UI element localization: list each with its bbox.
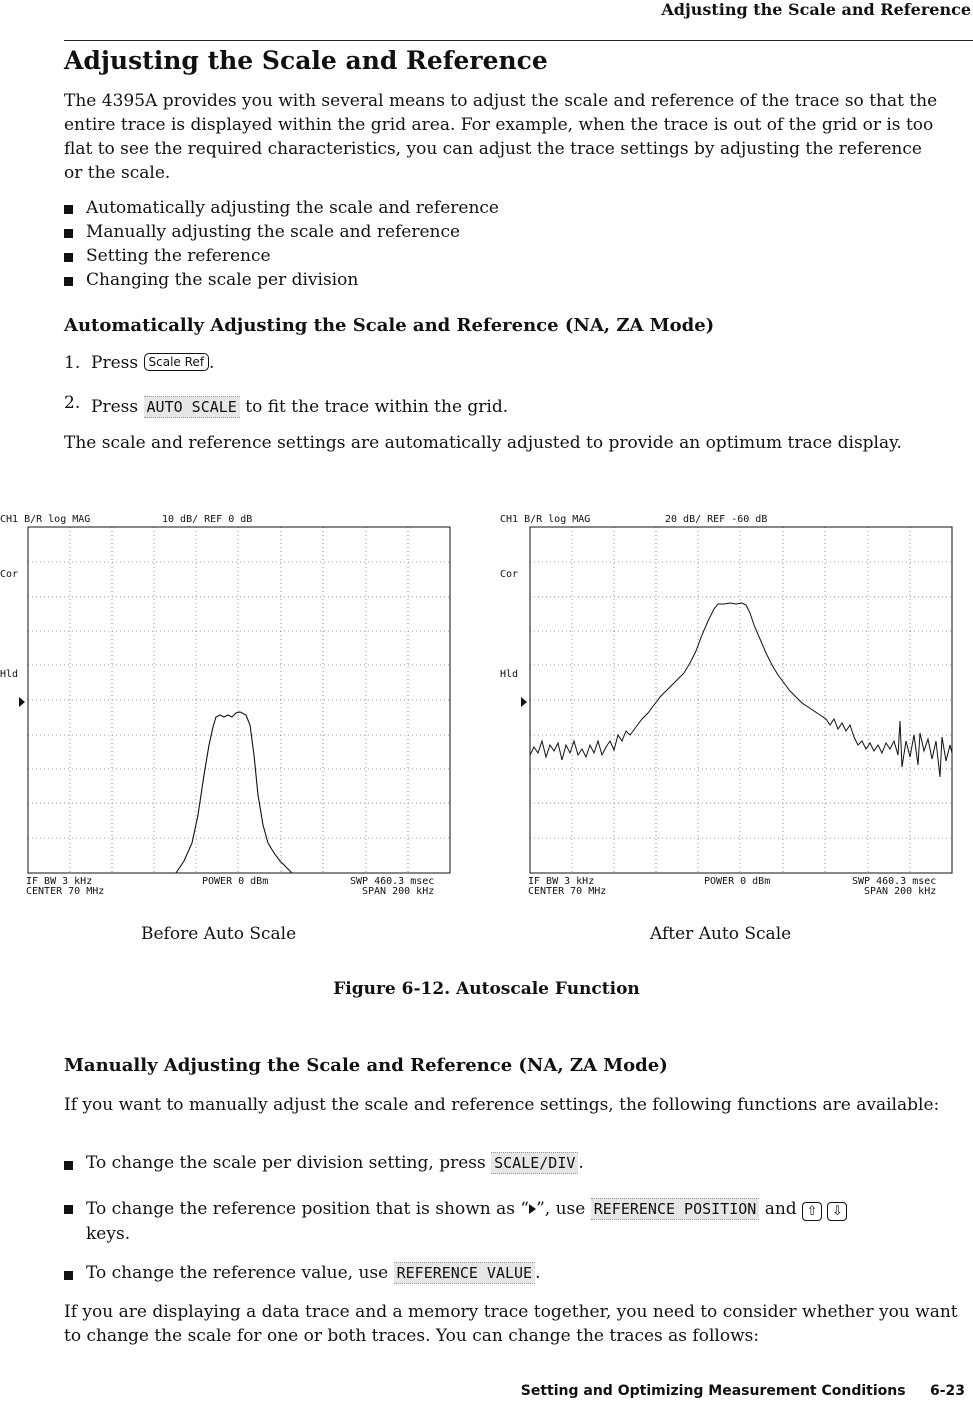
screen-bottom-label: CENTER 70 MHz: [528, 886, 607, 897]
screen-bottom-label: CENTER 70 MHz: [26, 886, 105, 897]
screen-annotation-hld: Hld: [500, 669, 519, 680]
screen-bottom-label: IF BW 3 kHz: [26, 876, 93, 887]
screen-bottom-label: SPAN 200 kHz: [864, 886, 937, 897]
auto-scale-softkey[interactable]: AUTO SCALE: [144, 396, 240, 418]
scale-ref-key[interactable]: Scale Ref: [144, 353, 210, 371]
running-head: Adjusting the Scale and Reference: [661, 0, 971, 19]
up-arrow-key[interactable]: ⇧: [802, 1202, 822, 1221]
reference-position-marker: [19, 697, 25, 707]
down-arrow-key[interactable]: ⇩: [827, 1202, 847, 1221]
after-caption: After Auto Scale: [650, 924, 792, 944]
list-item: Changing the scale per division: [64, 268, 499, 292]
step-2: 2. Press AUTO SCALE to fit the trace within the grid.: [64, 393, 509, 417]
screen-top-right-label: 10 dB/ REF 0 dB: [162, 514, 253, 525]
before-caption: Before Auto Scale: [141, 924, 297, 944]
keys-text: keys.: [86, 1224, 131, 1244]
grid-frame: [28, 527, 450, 873]
list-item: Setting the reference: [64, 244, 499, 268]
manual-section-heading: Manually Adjusting the Scale and Reference (NA, ZA Mode): [64, 1055, 668, 1076]
before-autoscale-screen: [0, 505, 460, 900]
step-1: 1. Press Scale Ref .: [64, 353, 215, 373]
screen-annotation-cor: Cor: [0, 569, 19, 580]
screen-bottom-label: POWER 0 dBm: [202, 876, 269, 887]
auto-section-heading: Automatically Adjusting the Scale and Reference (NA, ZA Mode): [64, 315, 715, 336]
trace-after: [530, 603, 952, 777]
screen-bottom-label: SWP 460.3 msec: [350, 876, 435, 887]
reference-value-softkey[interactable]: REFERENCE VALUE: [394, 1262, 535, 1284]
manual-intro-paragraph: If you want to manually adjust the scale and reference settings, the following functions are available:: [64, 1095, 940, 1115]
page-footer: Setting and Optimizing Measurement Conditions 6-23: [520, 1383, 965, 1399]
closing-paragraph: If you are displaying a data trace and a memory trace together, you need to consider whether you want to change the scale for one or both traces. You can change the traces as follows:: [64, 1302, 958, 1346]
grid: [530, 527, 952, 873]
reference-position-marker: [521, 697, 527, 707]
grid-frame: [530, 527, 952, 873]
screen-top-left-label: CH1 B/R log MAG: [500, 514, 591, 525]
screen-bottom-label: SWP 460.3 msec: [852, 876, 937, 887]
list-item: Manually adjusting the scale and reference: [64, 220, 499, 244]
scale-div-softkey[interactable]: SCALE/DIV: [491, 1152, 578, 1174]
figure-title: Figure 6-12. Autoscale Function: [333, 979, 640, 999]
topic-list: [64, 196, 499, 292]
after-autoscale-screen: [500, 505, 960, 900]
list-item: To change the reference value, use REFERENCE VALUE .: [64, 1262, 540, 1284]
screen-annotation-hld: Hld: [0, 669, 19, 680]
intro-paragraph: The 4395A provides you with several means to adjust the scale and reference of the trace so that the entire trace is displayed within the grid area. For example, when the trace is out of the grid or is too flat to see the required characteristics, you can adjust the trace settings by adjusting the reference or the scale.: [64, 91, 938, 183]
list-item: To change the scale per division setting, press SCALE/DIV .: [64, 1152, 584, 1174]
page-title: Adjusting the Scale and Reference: [64, 46, 548, 75]
trace-before: [176, 712, 292, 873]
auto-result-paragraph: The scale and reference settings are automatically adjusted to provide an optimum trace display.: [64, 433, 902, 453]
screen-annotation-cor: Cor: [500, 569, 519, 580]
screen-bottom-label: IF BW 3 kHz: [528, 876, 595, 887]
list-item: To change the reference position that is shown as “ ”, use REFERENCE POSITION and ⇧ ⇩ keys.: [64, 1198, 847, 1244]
grid: [28, 527, 450, 873]
header-rule: [64, 40, 973, 41]
screen-bottom-label: POWER 0 dBm: [704, 876, 771, 887]
screen-top-right-label: 20 dB/ REF -60 dB: [665, 514, 768, 525]
screen-top-left-label: CH1 B/R log MAG: [0, 514, 91, 525]
reference-position-softkey[interactable]: REFERENCE POSITION: [591, 1198, 760, 1220]
list-item: Automatically adjusting the scale and reference: [64, 196, 499, 220]
screen-bottom-label: SPAN 200 kHz: [362, 886, 435, 897]
